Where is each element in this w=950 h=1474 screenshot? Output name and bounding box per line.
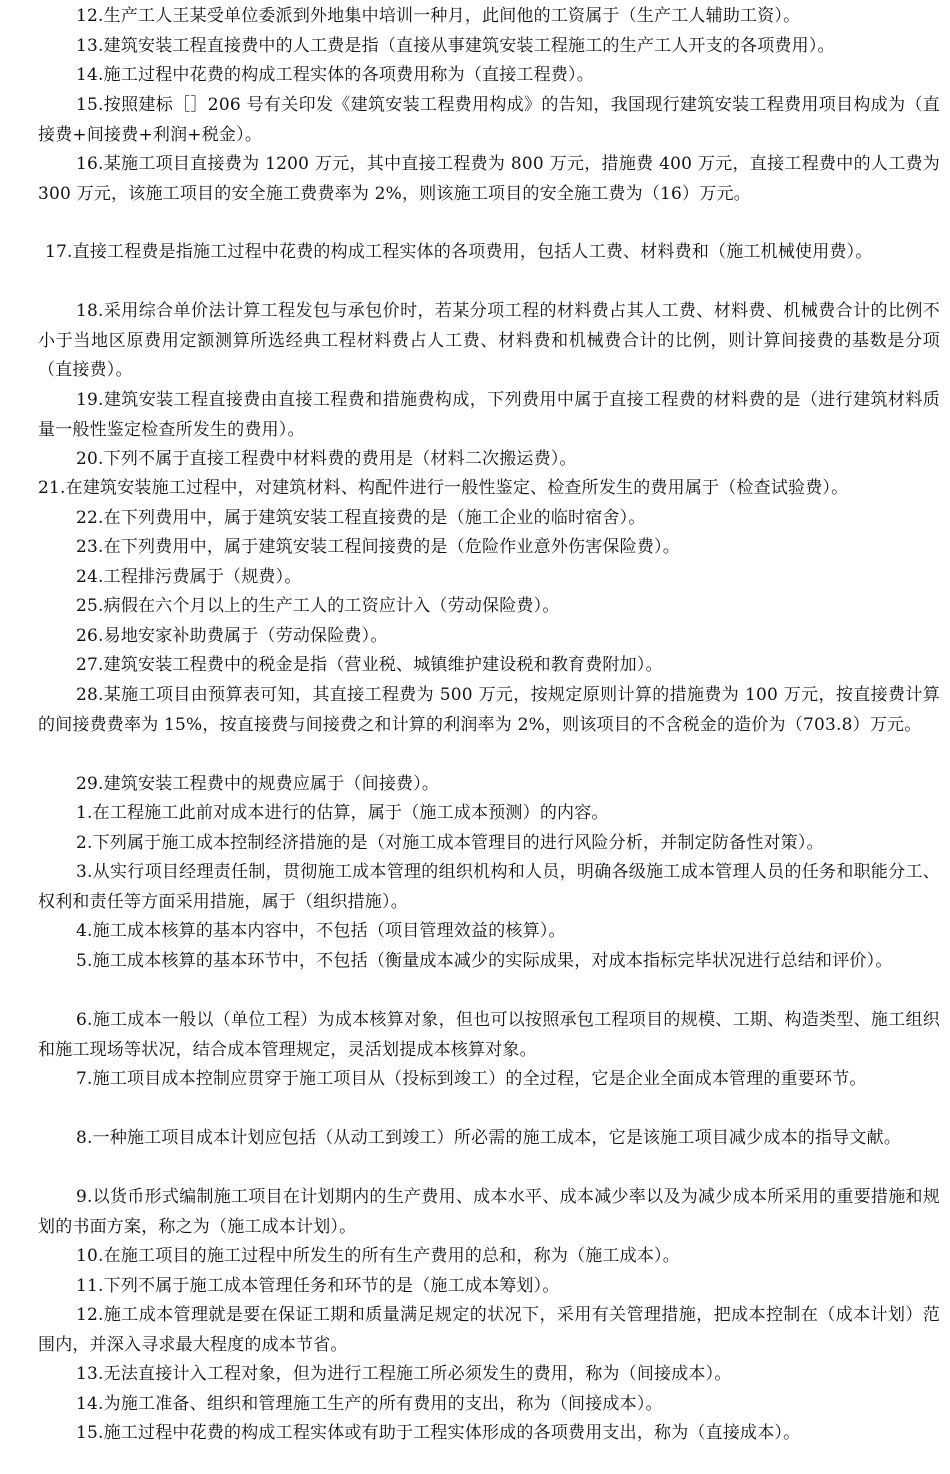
paragraph-cost-6: 6.施工成本一般以（单位工程）为成本核算对象，但也可以按照承包工程项目的规模、工期、构造类型、施工组织和施工现场等状况，结合成本管理规定，灵活划提成本核算对象。 — [38, 1010, 940, 1060]
paragraph-cost-9: 9.以货币形式编制施工项目在计划期内的生产费用、成本水平、成本减少率以及为减少成本所采用的重要措施和规划的书面方案，称之为（施工成本计划）。 — [38, 1187, 940, 1237]
paragraph-23: 23.在下列费用中，属于建筑安装工程间接费的是（危险作业意外伤害保险费）。 — [76, 537, 680, 557]
paragraph-cost-14: 14.为施工准备、组织和管理施工生产的所有费用的支出，称为（间接成本）。 — [76, 1394, 663, 1414]
paragraph-28: 28.某施工项目由预算表可知，其直接工程费为 500 万元，按规定原则计算的措施费为 100 万元，按直接费计算的间接费费率为 15%，按直接费与间接费之和计算的利润率为 2%，则该项目的不含税金的造价为（703.8）万元。 — [38, 685, 940, 735]
paragraph-26: 26.易地安家补助费属于（劳动保险费）。 — [76, 626, 388, 646]
paragraph-27: 27.建筑安装工程费中的税金是指（营业税、城镇维护建设税和教育费附加）。 — [76, 655, 663, 675]
paragraph-20: 20.下列不属于直接工程费中材料费的费用是（材料二次搬运费）。 — [76, 449, 577, 469]
paragraph-22: 22.在下列费用中，属于建筑安装工程直接费的是（施工企业的临时宿舍）。 — [76, 508, 646, 528]
paragraph-18: 18.采用综合单价法计算工程发包与承包价时，若某分项工程的材料费占其人工费、材料费、机械费合计的比例不小于当地区原费用定额测算所选经典工程材料费占人工费、材料费和机械费合计的比例，则计算间接费的基数是分项（直接费）。 — [38, 301, 940, 380]
paragraph-17: 17.直接工程费是指施工过程中花费的构成工程实体的各项费用，包括人工费、材料费和（施工机械使用费）。 — [45, 242, 873, 262]
paragraph-cost-4: 4.施工成本核算的基本内容中，不包括（项目管理效益的核算）。 — [76, 921, 566, 941]
paragraph-cost-1: 1.在工程施工此前对成本进行的估算，属于（施工成本预测）的内容。 — [76, 803, 609, 823]
paragraph-cost-11: 11.下列不属于施工成本管理任务和环节的是（施工成本筹划）。 — [76, 1276, 560, 1296]
paragraph-21: 21.在建筑安装施工过程中，对建筑材料、构配件进行一般性鉴定、检查所发生的费用属于（检查试验费）。 — [38, 478, 849, 498]
paragraph-cost-7: 7.施工项目成本控制应贯穿于施工项目从（投标到竣工）的全过程，它是企业全面成本管理的重要环节。 — [76, 1069, 867, 1089]
paragraph-29: 29.建筑安装工程费中的规费应属于（间接费）。 — [76, 774, 440, 794]
paragraph-13: 13.建筑安装工程直接费中的人工费是指（直接从事建筑安装工程施工的生产工人开支的各项费用）。 — [76, 36, 835, 56]
paragraph-19: 19.建筑安装工程直接费由直接工程费和措施费构成，下列费用中属于直接工程费的材料费的是（进行建筑材料质量一般性鉴定检查所发生的费用）。 — [38, 390, 940, 440]
paragraph-14: 14.施工过程中花费的构成工程实体的各项费用称为（直接工程费）。 — [76, 65, 594, 85]
paragraph-cost-8: 8.一种施工项目成本计划应包括（从动工到竣工）所必需的施工成本，它是该施工项目减少成本的指导文献。 — [76, 1128, 902, 1148]
paragraph-16: 16.某施工项目直接费为 1200 万元，其中直接工程费为 800 万元，措施费 400 万元，直接工程费中的人工费为 300 万元，该施工项目的安全施工费费率为 2%，则该施工项目的安全施工费为（16）万元。 — [38, 154, 940, 204]
paragraph-cost-15: 15.施工过程中花费的构成工程实体或有助于工程实体形成的各项费用支出，称为（直接成本）。 — [76, 1423, 801, 1443]
paragraph-cost-5: 5.施工成本核算的基本环节中，不包括（衡量成本减少的实际成果，对成本指标完毕状况进行总结和评价）。 — [76, 951, 893, 971]
paragraph-cost-13: 13.无法直接计入工程对象，但为进行工程施工所必须发生的费用，称为（间接成本）。 — [76, 1364, 732, 1384]
paragraph-cost-12: 12.施工成本管理就是要在保证工期和质量满足规定的状况下，采用有关管理措施，把成本控制在（成本计划）范围内，并深入寻求最大程度的成本节省。 — [38, 1305, 940, 1355]
paragraph-15: 15.按照建标［］206 号有关印发《建筑安装工程费用构成》的告知，我国现行建筑安装工程费用项目构成为（直接费+间接费+利润+税金）。 — [38, 95, 940, 145]
paragraph-cost-3: 3.从实行项目经理责任制，贯彻施工成本管理的组织机构和人员，明确各级施工成本管理人员的任务和职能分工、权利和责任等方面采用措施，属于（组织措施）。 — [38, 862, 940, 912]
paragraph-12: 12.生产工人王某受单位委派到外地集中培训一种月，此间他的工资属于（生产工人辅助工资）。 — [76, 6, 801, 26]
paragraph-cost-10: 10.在施工项目的施工过程中所发生的所有生产费用的总和，称为（施工成本）。 — [76, 1246, 680, 1266]
paragraph-25: 25.病假在六个月以上的生产工人的工资应计入（劳动保险费）。 — [76, 596, 560, 616]
paragraph-24: 24.工程排污费属于（规费）。 — [76, 567, 302, 587]
paragraph-cost-2: 2.下列属于施工成本控制经济措施的是（对施工成本管理目的进行风险分析，并制定防备性对策）。 — [76, 833, 824, 853]
